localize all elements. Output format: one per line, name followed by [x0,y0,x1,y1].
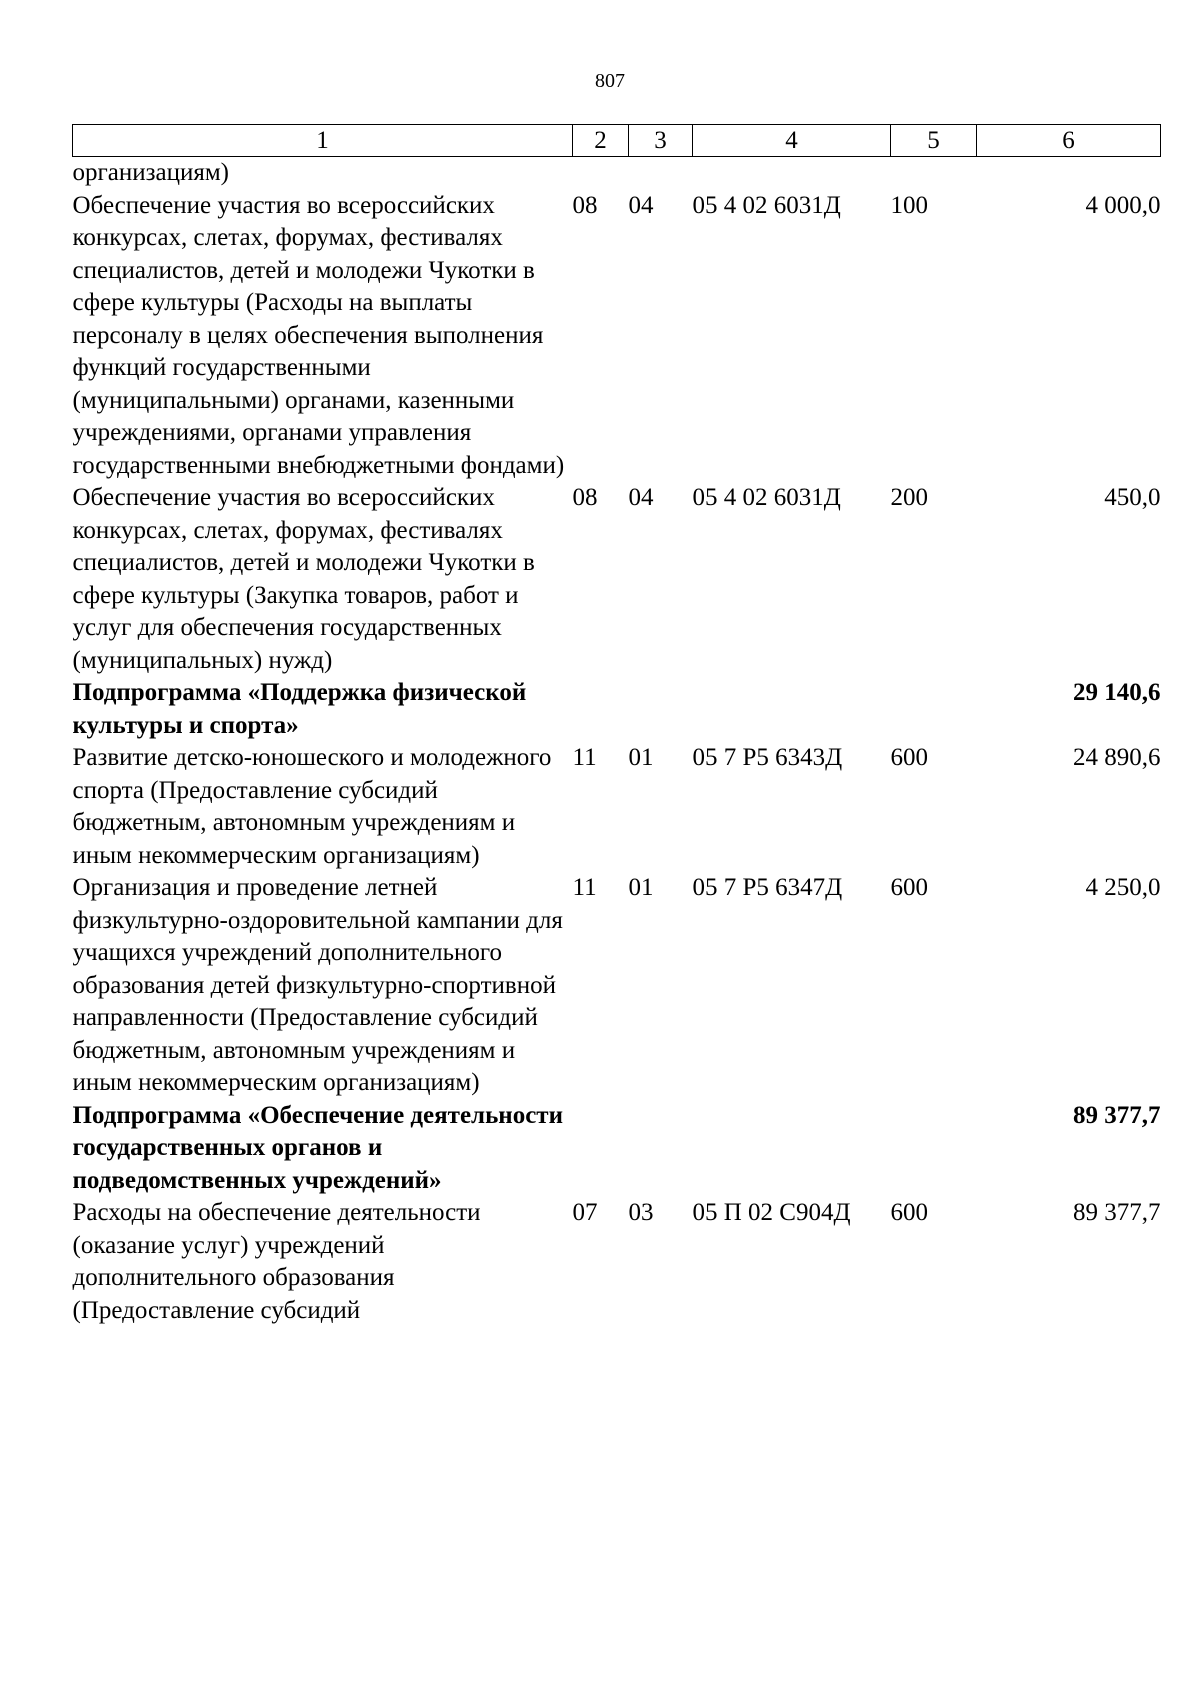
subprogram-total: 29 140,6 [1073,679,1161,706]
row-target-code [693,1100,891,1198]
table-header-row [73,125,1161,157]
table-row [73,190,1161,483]
column-header-target: 4 [693,125,891,157]
row-amount: 24 890,6 [1073,744,1161,771]
row-target-code: 05 7 Р5 6343Д [692,744,843,771]
row-subsection: 03 [628,1199,654,1226]
subprogram-total: 89 377,7 [1073,1101,1161,1129]
row-amount: 450,0 [1104,484,1161,511]
row-section [573,677,629,742]
row-expense-type: 200 [890,484,928,511]
subprogram-row [73,1100,1161,1198]
page-number: 807 [595,70,625,92]
row-subsection: 01 [628,874,654,901]
row-subsection: 01 [628,744,654,771]
row-amount: 4 250,0 [1085,874,1161,901]
row-section: 11 [572,874,597,901]
row-subsection: 04 [628,484,654,511]
row-description: Обеспечение участия во всероссийских конкурсах, слетах, форумах, фестивалях специалистов, детей и молодежи Чукотки в сфере культуры (Закупка товаров, работ и услуг для обеспечения государственных (муниципальных) нужд) [72,484,535,674]
row-target-code: 05 4 02 6031Д [692,191,841,219]
subprogram-title: Подпрограмма «Обеспечение деятельности государственных органов и подведомственных учреждений» [72,1101,563,1194]
row-subsection [629,1100,693,1198]
row-amount: 4 000,0 [1085,191,1161,219]
row-target-code: 05 7 Р5 6347Д [692,874,843,901]
row-section: 07 [572,1199,598,1226]
row-subsection: 04 [628,191,654,219]
row-subsection [629,157,693,190]
row-expense-type: 600 [890,744,928,771]
budget-table [72,124,1161,1327]
row-description: Организация и проведение летней физкультурно-оздоровительной кампании для учащихся учреждений дополнительного образования детей физкультурно-спортивной направленности (Предоставление субсидий бюджетным, автономным учреждениям и иным некоммерческим организациям) [72,874,563,1096]
row-description: Развитие детско-юношеского и молодежного спорта (Предоставление субсидий бюджетным, автономным учреждениям и иным некоммерческим организациям) [72,744,552,869]
row-target-code: 05 4 02 6031Д [692,484,841,511]
row-target-code [693,677,891,742]
row-section: 08 [572,484,598,511]
row-section [573,1100,629,1198]
column-header-expense-type: 5 [891,125,977,157]
table-row [73,482,1161,677]
column-header-subsection: 3 [629,125,693,157]
row-amount: 89 377,7 [1073,1199,1161,1226]
row-expense-type: 600 [890,874,928,901]
subprogram-title: Подпрограмма «Поддержка физической культуры и спорта» [72,679,527,739]
table-row [73,1197,1161,1327]
row-target-code: 05 П 02 С904Д [692,1199,851,1226]
column-header-description: 1 [73,125,573,157]
row-description: Обеспечение участия во всероссийских конкурсах, слетах, форумах, фестивалях специалистов, детей и молодежи Чукотки в сфере культуры (Расходы на выплаты персоналу в целях обеспечения выполнения функций государственными (муниципальными) органами, казенными учреждениями, органами управления государственными внебюджетными фондами) [72,191,565,479]
row-section: 11 [572,744,597,771]
row-section: 08 [572,191,598,219]
row-section [573,157,629,190]
subprogram-row [73,677,1161,742]
row-expense-type [891,677,977,742]
row-expense-type [891,157,977,190]
table-row [73,742,1161,872]
table-row [73,157,1161,190]
row-expense-type: 600 [890,1199,928,1226]
row-description: Расходы на обеспечение деятельности (оказание услуг) учреждений дополнительного образования (Предоставление субсидий [72,1199,481,1324]
row-subsection [629,677,693,742]
row-expense-type: 100 [890,191,928,219]
row-target-code [693,157,891,190]
row-expense-type [891,1100,977,1198]
row-description: организациям) [72,159,229,186]
column-header-amount: 6 [977,125,1161,157]
table-row [73,872,1161,1100]
column-header-section: 2 [573,125,629,157]
row-amount [977,157,1161,190]
